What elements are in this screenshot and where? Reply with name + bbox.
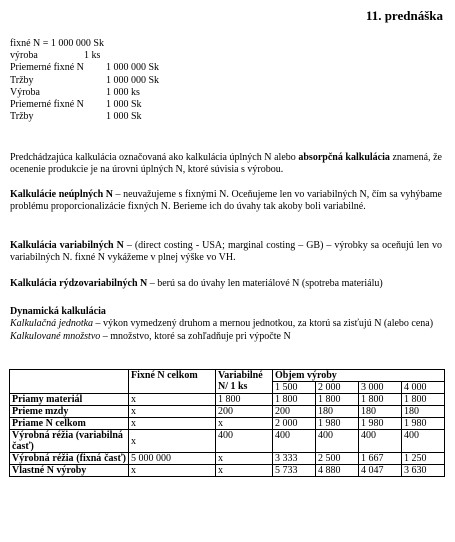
value-cell: 5 733: [273, 465, 316, 477]
paragraph-text: – (direct costing - USA; marginal costing – GB) – výrobky sa oceňujú len vo variabilných N. fixné N vykážeme v plnej výške vo VH.: [10, 240, 442, 264]
value-cell: 2 500: [316, 453, 359, 465]
volume-value: 1 500: [273, 382, 316, 394]
term-partial-costing: Kalkulácie neúplných N: [10, 189, 113, 200]
paragraph-text: – neuvažujeme s fixnými N. Oceňujeme len vo variabilných N, čím sa vyhýbame problému proporcionalizácie fixných N. Berieme ich do úvahy tak akoby boli variabilné.: [10, 189, 442, 213]
term-costing-unit: Kalkulačná jednotka: [10, 318, 94, 330]
table-row: [10, 406, 445, 418]
example-label: fixné N = 1 000 000 Sk: [10, 38, 104, 49]
example-label: Výroba: [10, 86, 40, 98]
example-label: Tržby: [10, 111, 34, 123]
value-cell: 180: [359, 406, 402, 418]
value-cell: 3 630: [402, 465, 445, 477]
pure-variable-costing-paragraph: [10, 278, 442, 290]
term-costed-quantity: Kalkulované množstvo: [10, 330, 101, 342]
paragraph-text: znamená, že ocenenie produkcie je na úrovni úplných N, ktoré súvisia s výrobou.: [10, 152, 442, 176]
table-row: [10, 418, 445, 430]
section-title: Dynamická kalkulácia: [10, 306, 106, 317]
fixed-cell: x: [129, 406, 216, 418]
row-label: Priame N celkom: [10, 418, 129, 430]
example-label: Priemerné fixné N: [10, 62, 84, 74]
example-value: 1 000 Sk: [106, 98, 142, 110]
row-label: Výrobná réžia (variabilná časť): [10, 430, 129, 453]
value-cell: 180: [402, 406, 445, 418]
value-cell: 1 800: [273, 394, 316, 406]
volume-value: 3 000: [359, 382, 402, 394]
term-pure-variable-costing: Kalkulácia rýdzovariabilných N: [10, 278, 148, 289]
table-row: [10, 430, 445, 453]
value-cell: 1 250: [402, 453, 445, 465]
table-row: [10, 394, 445, 406]
example-label: Tržby: [10, 74, 34, 86]
value-cell: 400: [316, 430, 359, 453]
row-label: Prieme mzdy: [10, 406, 129, 418]
variable-cell: x: [216, 453, 273, 465]
fixed-cell: x: [129, 418, 216, 430]
value-cell: 1 800: [402, 394, 445, 406]
row-label: Výrobná réžia (fixná časť): [10, 453, 129, 465]
value-cell: 1 800: [359, 394, 402, 406]
table-header-row: [10, 370, 445, 382]
example-value: 1 000 000 Sk: [106, 62, 160, 74]
row-label: Vlastné N výroby: [10, 465, 129, 477]
absorption-costing-paragraph: [10, 152, 442, 177]
variable-costing-paragraph: [10, 240, 442, 265]
table-row: [10, 453, 445, 465]
paragraph-text: – množstvo, ktoré sa zohľadňuje pri výpočte N: [100, 330, 291, 342]
paragraph-text: – berú sa do úvahy len materiálové N (spotreba materiálu): [147, 278, 383, 289]
costed-quantity-definition: [10, 331, 442, 343]
value-cell: 1 980: [359, 418, 402, 430]
value-cell: 1 980: [402, 418, 445, 430]
fixed-cell: x: [129, 430, 216, 453]
volume-value: 2 000: [316, 382, 359, 394]
paragraph-text: – výkon vymedzený druhom a mernou jednotkou, za ktorú sa zisťujú N (alebo cena): [93, 318, 434, 330]
fixed-cell: x: [129, 394, 216, 406]
costing-unit-definition: [10, 318, 442, 330]
dynamic-costing-table: [9, 369, 445, 477]
value-cell: 4 880: [316, 465, 359, 477]
variable-cell: 1 800: [216, 394, 273, 406]
fixed-cell: x: [129, 465, 216, 477]
value-cell: 400: [359, 430, 402, 453]
dynamic-costing-section: [10, 306, 442, 343]
fixed-cell: 5 000 000: [129, 453, 216, 465]
term-variable-costing: Kalkulácia variabilných N: [10, 240, 124, 251]
value-cell: 3 333: [273, 453, 316, 465]
lecture-number-heading: 11. prednáška: [365, 8, 443, 23]
variable-cell: x: [216, 465, 273, 477]
row-label: Priamy materiál: [10, 394, 129, 406]
variable-cell: 400: [216, 430, 273, 453]
value-cell: 4 047: [359, 465, 402, 477]
value-cell: 1 980: [316, 418, 359, 430]
value-cell: 400: [402, 430, 445, 453]
value-cell: 180: [316, 406, 359, 418]
variable-cell: 200: [216, 406, 273, 418]
term-absorption-costing: absorpčná kalkulácia: [298, 152, 390, 163]
partial-costing-paragraph: [10, 189, 442, 214]
table-row: [10, 465, 445, 477]
value-cell: 2 000: [273, 418, 316, 430]
example-value: 1 000 Sk: [106, 111, 142, 123]
example-label: Priemerné fixné N: [10, 98, 84, 110]
paragraph-text: Predchádzajúca kalkulácia označovaná ako kalkulácia úplných N alebo: [10, 152, 299, 163]
example-value: 1 000 000 Sk: [106, 74, 160, 86]
value-cell: 1 667: [359, 453, 402, 465]
header-production-volume: Objem výroby: [273, 370, 445, 382]
value-cell: 400: [273, 430, 316, 453]
value-cell: 200: [273, 406, 316, 418]
header-fixed-costs: Fixné N celkom: [129, 370, 216, 394]
example-value: 1 ks: [84, 50, 101, 62]
example-value: 1 000 ks: [106, 86, 140, 98]
header-variable-costs: Variabilné N/ 1 ks: [216, 370, 273, 394]
variable-cell: x: [216, 418, 273, 430]
volume-value: 4 000: [402, 382, 445, 394]
value-cell: 1 800: [316, 394, 359, 406]
header-empty-cell: [10, 370, 129, 394]
example-label: výroba: [10, 50, 38, 62]
